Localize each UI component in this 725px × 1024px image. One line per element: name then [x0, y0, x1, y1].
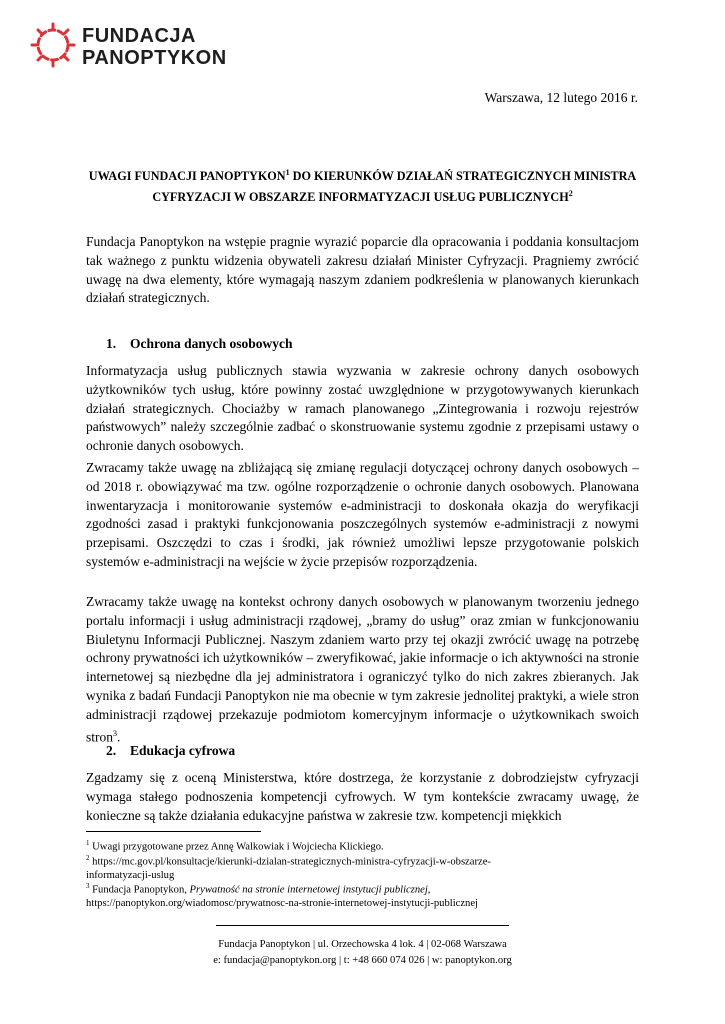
section-1-paragraph-3-end: . — [117, 729, 121, 745]
section-1-paragraph-2: Zwracamy także uwagę na zbliżającą się zmianę regulacji dotyczącej ochrony danych osobowych – od 2018 r. obowiązywać ma tzw. ogólne rozporządzenie o ochronie danych osobowych. Planowana inwentaryzacja i monitorowanie systemów e-administracji to doskonała okazja do weryfikacji zgodności zasad i praktyki funkcjonowania poszczególnych systemów e-administracji z nowymi przepisami. Oszczędzi to czas i środki, jak również umożliwi lepsze przygotowanie polskich systemów e-administracji na wejście w życie przepisów rozporządzenia. — [86, 460, 639, 569]
footnote-divider — [86, 831, 261, 832]
footer-address: Fundacja Panoptykon | ul. Orzechowska 4 lok. 4 | 02-068 Warszawa — [218, 939, 507, 950]
document-title — [86, 164, 639, 206]
intro-paragraph: Fundacja Panoptykon na wstępie pragnie wyrazić poparcie dla opracowania i poddania konsultacjom tak ważnego z punktu widzenia obywateli zakresu działań Minister Cyfryzacji. Pragniemy zwrócić uwagę na dwa elementy, które wymagają naszym zdaniem podkreślenia w planowanych kierunkach działań strategicznych. — [86, 234, 639, 306]
footnote-2 — [86, 852, 646, 883]
logo-line-2: PANOPTYKON — [82, 47, 227, 69]
footnote-3-number: 3 — [86, 882, 90, 890]
footnote-3-link[interactable]: https://panoptykon.org/wiadomosc/prywatnosc-na-stronie-internetowej-instytucji-publicznej — [86, 898, 478, 910]
footnote-2-number: 2 — [86, 854, 90, 862]
footnote-3-title: Prywatność na stronie internetowej instytucji publicznej — [189, 884, 428, 896]
section-1-paragraph-3 — [86, 593, 639, 747]
section-1-heading — [106, 336, 293, 352]
panoptykon-logo-icon — [30, 20, 76, 70]
footnote-1-text: Uwagi przygotowane przez Annę Walkowiak i Wojciecha Klickiego. — [89, 841, 384, 853]
footnote-ref-1: 1 — [285, 168, 290, 177]
section-2-number: 2. — [106, 743, 117, 758]
title-line-2: CYFRYZACJI W OBSZARZE INFORMATYZACJI USŁUG PUBLICZNYCH — [152, 190, 569, 205]
section-1-paragraph-1: Informatyzacja usług publicznych stawia wyzwania w zakresie ochrony danych osobowych użytkowników tych usług, które powinny zostać uwzględnione w przygotowywanych kierunkach działań strategicznych. Chociażby w ramach planowanego „Zintegrowania i rozwoju rejestrów państwowych” należy szczególnie zadbać o skonstruowanie systemu zgodnie z przepisami ustawy o ochronie danych osobowych. — [86, 363, 639, 454]
fundacja-panoptykon-logo — [30, 20, 227, 76]
footnote-3-source: Fundacja Panoptykon, — [89, 884, 190, 896]
section-1-title: Ochrona danych osobowych — [130, 336, 293, 351]
footnote-3 — [86, 880, 646, 911]
section-2-title: Edukacja cyfrowa — [130, 743, 236, 758]
title-line-1-cont: DO KIERUNKÓW DZIAŁAŃ STRATEGICZNYCH MINISTRA — [289, 169, 637, 184]
footer-contact: e: fundacja@panoptykon.org | t: +48 660 074 026 | w: panoptykon.org — [213, 955, 512, 966]
footnote-ref-2: 2 — [568, 189, 573, 199]
footnote-2-link[interactable]: https://mc.gov.pl/konsultacje/kierunki-dzialan-strategicznych-ministra-cyfryzacji-w-obszarze- — [89, 856, 491, 868]
section-2-paragraph-1: Zgadzamy się z oceną Ministerstwa, które dostrzega, że korzystanie z dobrodziejstw cyfryzacji wymaga stałego podnoszenia kompetencji cyfrowych. W tym kontekście zwracamy uwagę, że konieczne są także działania edukacyjne państwa w zakresie tzw. kompetencji miękkich — [86, 770, 639, 823]
footnote-3-comma: , — [427, 884, 431, 896]
section-1-paragraph-3-text: Zwracamy także uwagę na kontekst ochrony danych osobowych w planowanym tworzeniu jednego portalu informacji i usług administracji rządowej, „bramy do usług” oraz zmian w funkcjonowaniu Biuletynu Informacji Publicznej. Naszym zdaniem warto przy tej okazji zwrócić uwagę na potrzebę ochrony prywatności ich użytkowników – zweryfikować, jakie informacje o ich aktywności na stronie internetowej są niezbędne dla jej administratora i ograniczyć tylko do nich zakres zbieranych. Jak wynika z badań Fundacji Panoptykon nie ma obecnie w tym zakresie jednolitej praktyki, a wiele stron administracji rządowej przekazuje podmiotom komercyjnym informacje o użytkownikach swoich stron — [86, 594, 639, 745]
section-2-heading — [106, 743, 235, 759]
section-1-number: 1. — [106, 336, 117, 351]
footer-divider — [216, 925, 509, 926]
footnote-2-link-cont[interactable]: informatyzacji-uslug — [86, 870, 175, 882]
document-date: Warszawa, 12 lutego 2016 r. — [484, 90, 638, 105]
footnote-ref-3: 3 — [113, 728, 117, 738]
title-line-1: UWAGI FUNDACJI PANOPTYKON — [88, 169, 286, 184]
logo-line-1: FUNDACJA — [82, 25, 196, 47]
footnote-1-number: 1 — [86, 839, 90, 847]
